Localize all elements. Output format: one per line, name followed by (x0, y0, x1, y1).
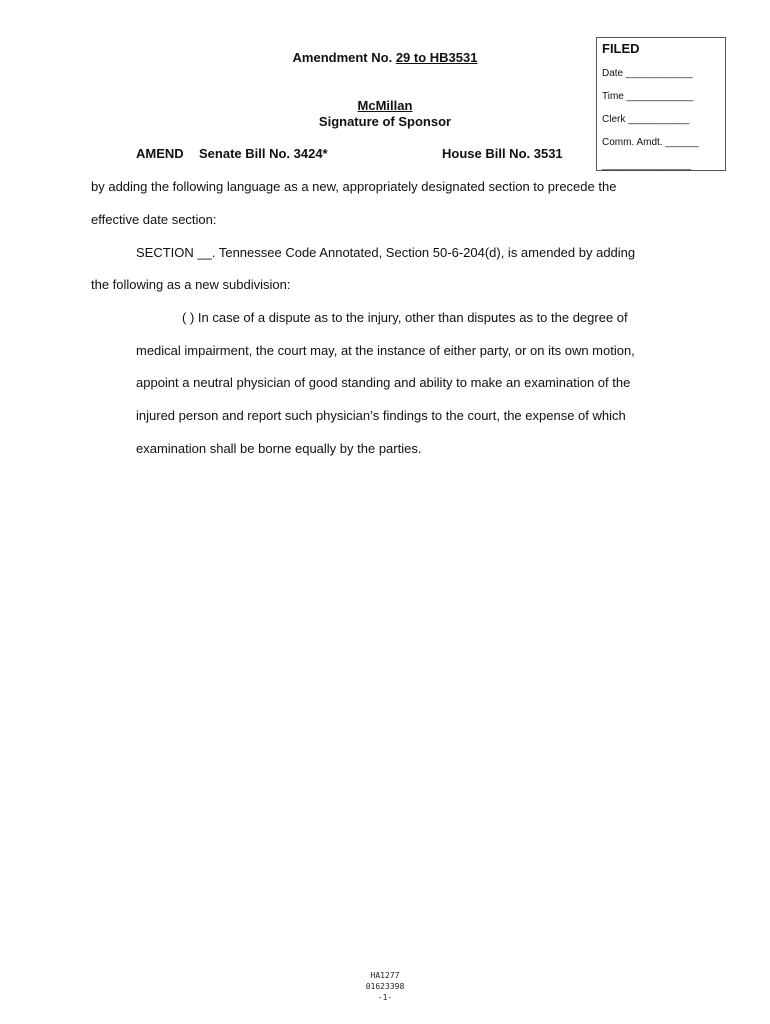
footer-code: HA1277 (370, 971, 400, 980)
filed-time-field: Time ____________ (602, 91, 694, 102)
body-line: effective date section: (91, 212, 217, 227)
filed-comm-amdt-field: Comm. Amdt. ______ (602, 137, 699, 148)
body-line: the following as a new subdivision: (91, 277, 291, 292)
subdivision-line: appoint a neutral physician of good standing and ability to make an examination of the (136, 375, 631, 390)
section-heading-line: SECTION __. Tennessee Code Annotated, Section 50-6-204(d), is amended by adding (136, 245, 636, 260)
filed-title: FILED (602, 41, 640, 56)
subdivision-line: injured person and report such physician’s findings to the court, the expense of which (136, 408, 626, 423)
sponsor-name: McMillan (357, 98, 413, 113)
filed-clerk-field: Clerk ___________ (602, 114, 690, 125)
sponsor-signature-label: Signature of Sponsor (318, 114, 452, 129)
filed-date-field: Date ____________ (602, 68, 693, 79)
page-number: -1- (377, 993, 393, 1002)
amend-label: AMEND (136, 146, 184, 161)
filed-stamp-box (596, 37, 726, 171)
body-line: by adding the following language as a new, appropriately designated section to precede the (91, 179, 617, 194)
subdivision-line: examination shall be borne equally by the parties. (136, 441, 422, 456)
filed-blank-line: ________________ (602, 160, 691, 171)
house-bill-number: House Bill No. 3531 (442, 146, 563, 161)
subdivision-line: medical impairment, the court may, at the instance of either party, or on its own motion, (136, 343, 635, 358)
amendment-title (230, 50, 540, 65)
senate-bill-number: Senate Bill No. 3424* (199, 146, 328, 161)
page-footer (335, 970, 435, 1003)
amendment-number: 29 to HB3531 (395, 50, 478, 65)
amendment-prefix: Amendment No. (292, 50, 393, 65)
footer-doc-number: 01623398 (365, 982, 405, 991)
subdivision-line: ( ) In case of a dispute as to the injury, other than disputes as to the degree of (182, 310, 628, 325)
